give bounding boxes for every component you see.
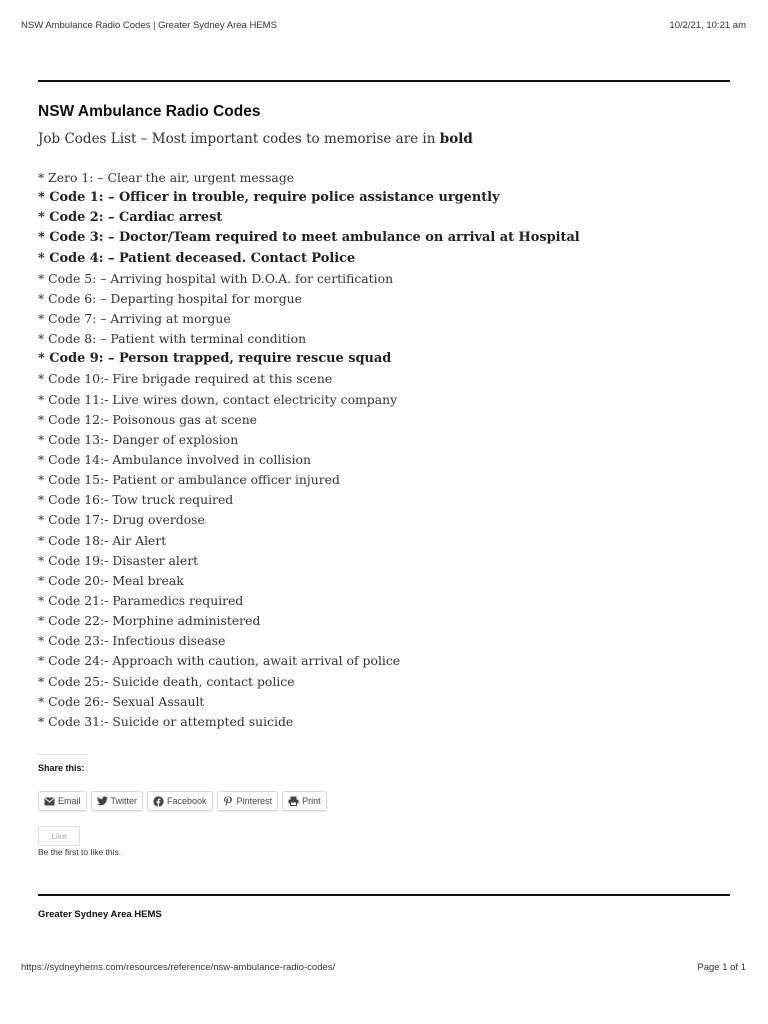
code-item: * Code 13:- Danger of explosion — [38, 431, 239, 447]
code-item: * Code 18:- Air Alert — [38, 532, 167, 548]
bottom-divider — [38, 894, 730, 896]
print-footer — [21, 962, 746, 974]
like-button[interactable] — [38, 826, 80, 846]
code-item: * Code 6: – Departing hospital for morgue — [38, 290, 302, 306]
top-divider — [38, 80, 730, 82]
code-item: * Zero 1: – Clear the air, urgent message — [38, 170, 295, 185]
code-item: * Code 31:- Suicide or attempted suicide — [38, 713, 294, 729]
like-note: Be the first to like this. — [38, 847, 122, 857]
intro-text-plain: Job Codes List – Most important codes to memorise are in — [38, 131, 440, 147]
code-item: * Code 10:- Fire brigade required at this scene — [38, 371, 333, 387]
share-buttons — [38, 791, 327, 811]
code-item: * Code 4: – Patient deceased. Contact Police — [38, 250, 356, 266]
post-title: NSW Ambulance Radio Codes — [38, 103, 261, 120]
pinterest-icon — [223, 796, 234, 807]
share-divider — [38, 754, 88, 755]
code-item: * Code 5: – Arriving hospital with D.O.A. for certification — [38, 270, 394, 286]
code-item: * Code 11:- Live wires down, contact electricity company — [38, 391, 398, 407]
email-icon — [44, 796, 55, 807]
share-facebook-button[interactable] — [147, 791, 213, 811]
code-item: * Code 19:- Disaster alert — [38, 552, 199, 568]
code-item: * Code 20:- Meal break — [38, 572, 184, 588]
like-label: Like — [51, 831, 67, 841]
print-footer-page: Page 1 of 1 — [697, 962, 746, 973]
code-item: * Code 3: – Doctor/Team required to meet ambulance on arrival at Hospital — [38, 230, 580, 246]
intro-text — [38, 131, 473, 147]
code-item: * Code 17:- Drug overdose — [38, 512, 205, 528]
twitter-icon — [97, 796, 108, 807]
code-item: * Code 9: – Person trapped, require rescue squad — [38, 351, 392, 367]
code-item: * Code 12:- Poisonous gas at scene — [38, 411, 258, 427]
code-item: * Code 21:- Paramedics required — [38, 592, 244, 608]
share-twitter-button[interactable] — [91, 791, 144, 811]
radio-code-list — [38, 168, 580, 732]
share-email-label: Email — [58, 796, 81, 806]
share-pinterest-button[interactable] — [217, 791, 279, 811]
share-title: Share this: — [38, 763, 85, 773]
share-twitter-label: Twitter — [110, 796, 138, 806]
share-pinterest-label: Pinterest — [236, 796, 273, 806]
code-item: * Code 16:- Tow truck required — [38, 492, 234, 508]
share-email-button[interactable] — [38, 791, 87, 811]
print-header-datetime: 10/2/21, 10:21 am — [669, 20, 746, 31]
code-item: * Code 2: – Cardiac arrest — [38, 210, 223, 226]
code-item: * Code 15:- Patient or ambulance officer injured — [38, 472, 340, 488]
code-item: * Code 23:- Infectious disease — [38, 633, 226, 649]
code-item: * Code 26:- Sexual Assault — [38, 693, 205, 709]
share-facebook-label: Facebook — [167, 796, 207, 806]
facebook-icon — [153, 796, 164, 807]
intro-text-bold: bold — [439, 131, 473, 147]
share-print-button[interactable] — [282, 791, 327, 811]
print-footer-url: https://sydneyhems.com/resources/reference/nsw-ambulance-radio-codes/ — [21, 962, 336, 973]
code-item: * Code 8: – Patient with terminal condition — [38, 331, 307, 347]
site-name: Greater Sydney Area HEMS — [38, 909, 162, 920]
share-print-label: Print — [302, 796, 321, 806]
code-item: * Code 14:- Ambulance involved in collision — [38, 451, 311, 467]
print-header — [21, 20, 746, 32]
print-icon — [288, 796, 299, 807]
code-item: * Code 25:- Suicide death, contact police — [38, 673, 295, 689]
code-item: * Code 22:- Morphine administered — [38, 613, 261, 629]
code-item: * Code 7: – Arriving at morgue — [38, 310, 231, 326]
code-item: * Code 1: – Officer in trouble, require police assistance urgently — [38, 190, 500, 206]
print-header-title: NSW Ambulance Radio Codes | Greater Sydney Area HEMS — [21, 20, 277, 31]
code-item: * Code 24:- Approach with caution, await arrival of police — [38, 653, 401, 669]
